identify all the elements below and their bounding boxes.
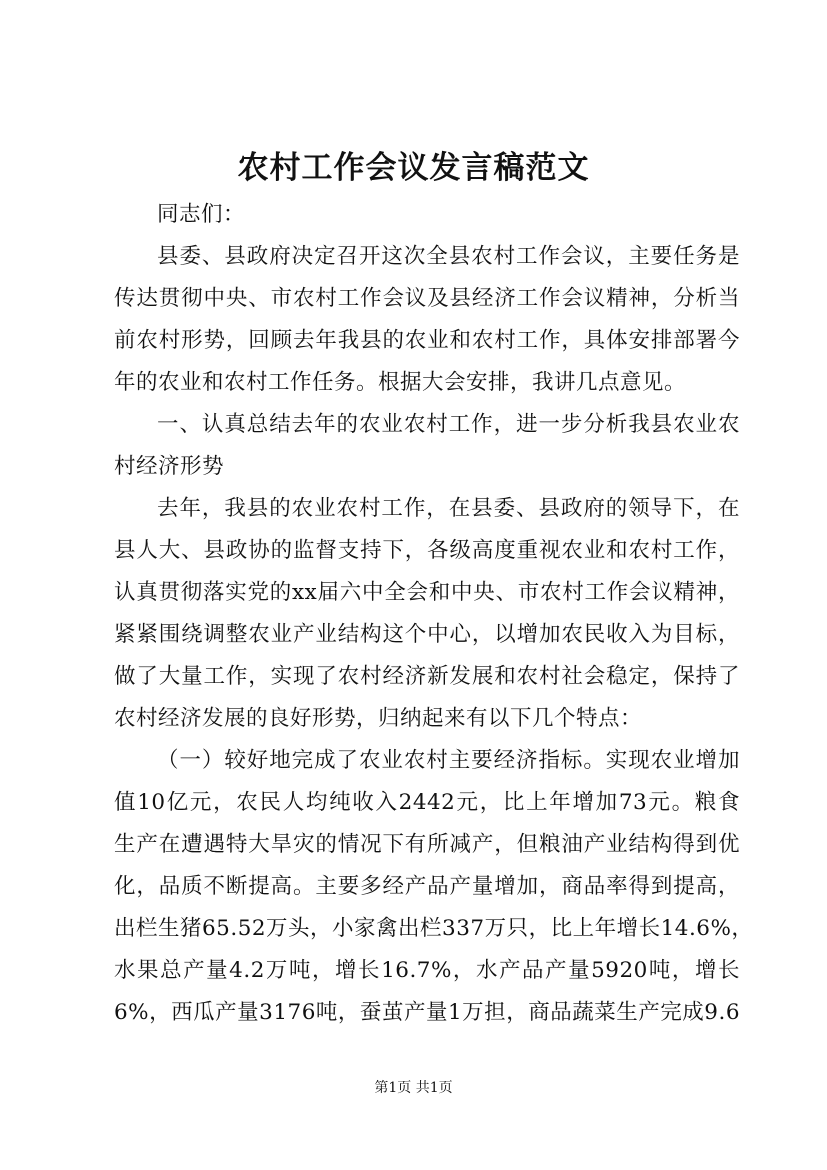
salutation-line: 同志们： [157, 202, 246, 227]
document-body [114, 194, 754, 1034]
section-heading-line: 村经济形势 [114, 454, 225, 479]
paragraph-line: 农村经济发展的良好形势，归纳起来有以下几个特点： [114, 706, 643, 731]
paragraph-line: 化，品质不断提高。主要多经产品产量增加，商品率得到提高， [114, 874, 740, 899]
paragraph-line: 去年，我县的农业农村工作，在县委、县政府的领导下，在 [157, 496, 740, 521]
paragraph-line: 6%，西瓜产量3176吨，蚕茧产量1万担，商品蔬菜生产完成9.6 [114, 1000, 740, 1025]
paragraph-line: 年的农业和农村工作任务。根据大会安排，我讲几点意见。 [114, 370, 687, 395]
paragraph-line: 县人大、县政协的监督支持下，各级高度重视农业和农村工作， [114, 538, 740, 563]
paragraph-line: （一）较好地完成了农业农村主要经济指标。实现农业增加 [157, 748, 740, 773]
section-heading-line: 一、认真总结去年的农业农村工作，进一步分析我县农业农 [157, 412, 740, 437]
paragraph-line: 前农村形势，回顾去年我县的农业和农村工作，具体安排部署今 [114, 328, 740, 353]
paragraph-line: 传达贯彻中央、市农村工作会议及县经济工作会议精神，分析当 [114, 286, 740, 311]
paragraph-line: 做了大量工作，实现了农村经济新发展和农村社会稳定，保持了 [114, 664, 740, 689]
paragraph-line: 生产在遭遇特大旱灾的情况下有所减产，但粮油产业结构得到优 [114, 832, 740, 857]
paragraph-line: 认真贯彻落实党的xx届六中全会和中央、市农村工作会议精神， [114, 580, 740, 605]
paragraph-line: 值10亿元，农民人均纯收入2442元，比上年增加73元。粮食 [114, 790, 740, 815]
paragraph-line: 水果总产量4.2万吨，增长16.7%，水产品产量5920吨，增长 [114, 958, 740, 983]
paragraph-line: 出栏生猪65.52万头，小家禽出栏337万只，比上年增长14.6%， [114, 916, 754, 941]
paragraph-line: 县委、县政府决定召开这次全县农村工作会议，主要任务是 [157, 244, 740, 269]
paragraph-line: 紧紧围绕调整农业产业结构这个中心，以增加农民收入为目标， [114, 622, 740, 647]
document-title: 农村工作会议发言稿范文 [237, 150, 590, 186]
page-number-footer: 第1页 共1页 [374, 1080, 453, 1096]
